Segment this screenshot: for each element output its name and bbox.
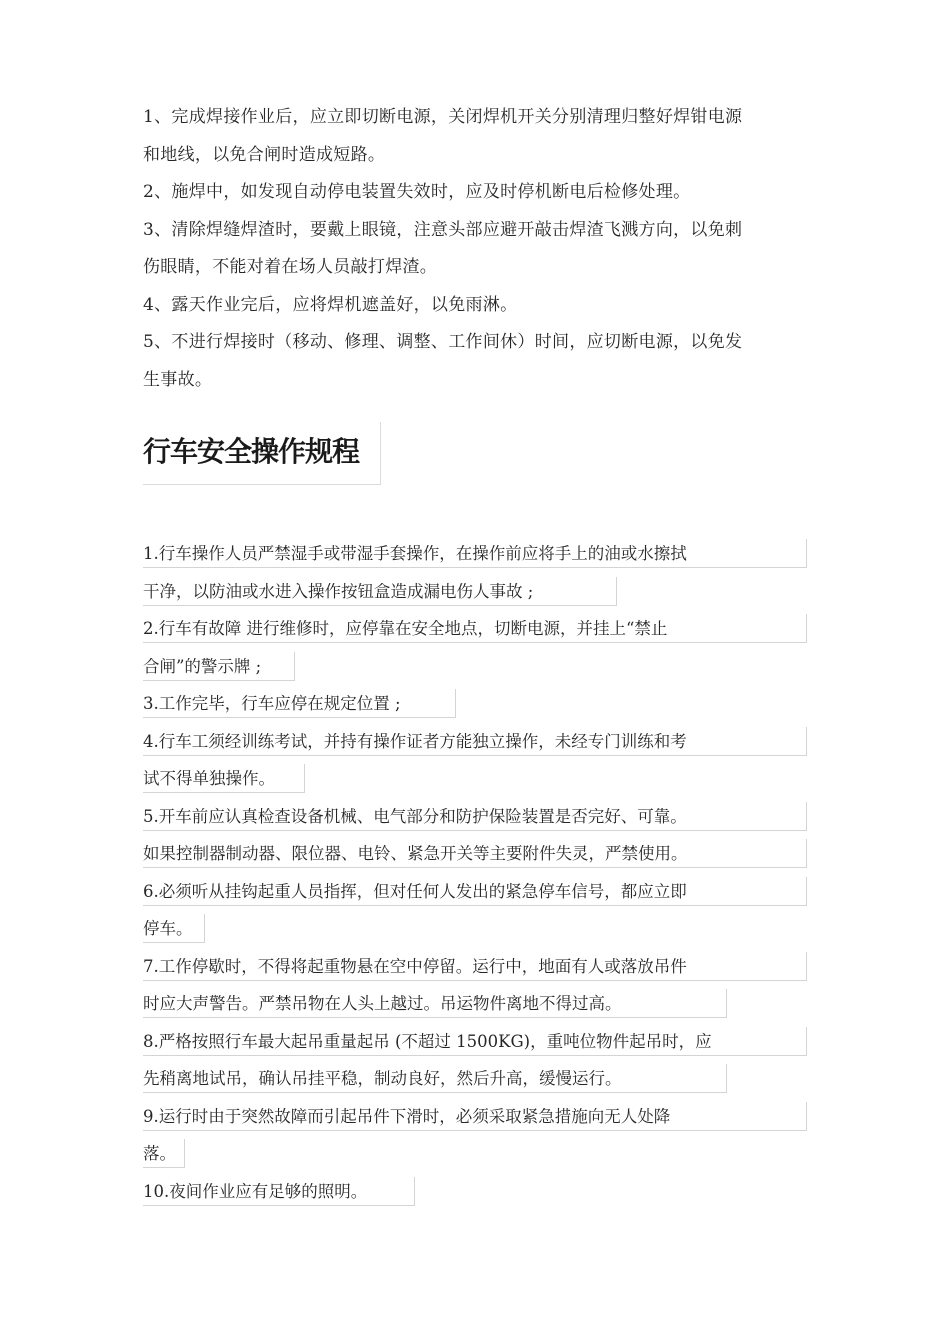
crane-rule-line xyxy=(143,535,813,573)
crane-rule-text: 3.工作完毕，行车应停在规定位置 ; xyxy=(143,689,456,718)
welding-rule-line: 伤眼睛，不能对着在场人员敲打焊渣。 xyxy=(143,257,438,277)
crane-rule-text: 试不得单独操作。 xyxy=(143,764,305,793)
welding-rule-line: 生事故。 xyxy=(143,369,213,390)
crane-rule-text: 如果控制器制动器、限位器、电铃、紧急开关等主要附件失灵，严禁使用。 xyxy=(143,839,807,868)
crane-rule-line xyxy=(143,573,813,611)
crane-rule-line xyxy=(143,1098,813,1136)
welding-rule-line: 2、施焊中，如发现自动停电装置失效时，应及时停机断电后检修处理。 xyxy=(143,182,691,202)
welding-rule-line: 5、不进行焊接时（移动、修理、调整、工作间休）时间，应切断电源，以免发 xyxy=(143,332,743,352)
crane-rule-text: 4.行车工须经训练考试，并持有操作证者方能独立操作，未经专门训练和考 xyxy=(143,727,807,756)
welding-rule-line: 1、完成焊接作业后，应立即切断电源，关闭焊机开关分别清理归整好焊钳电源 xyxy=(143,107,743,127)
crane-rule-line xyxy=(143,910,813,948)
crane-rule-line xyxy=(143,873,813,911)
crane-rules xyxy=(143,535,813,1210)
crane-rule-line xyxy=(143,610,813,648)
crane-rule-text: 9.运行时由于突然故障而引起吊件下滑时，必须采取紧急措施向无人处降 xyxy=(143,1102,807,1131)
crane-rule-line xyxy=(143,1135,813,1173)
crane-rule-text: 先稍离地试吊，确认吊挂平稳，制动良好，然后升高，缓慢运行。 xyxy=(143,1064,727,1093)
crane-rule-line xyxy=(143,1060,813,1098)
crane-rule-line xyxy=(143,985,813,1023)
section-heading-box xyxy=(143,422,381,485)
crane-rule-text: 7.工作停歇时，不得将起重物悬在空中停留。运行中，地面有人或落放吊件 xyxy=(143,952,807,981)
crane-rule-text: 合闸”的警示牌 ; xyxy=(143,652,295,681)
crane-rule-line xyxy=(143,948,813,986)
welding-rule-line: 4、露天作业完后，应将焊机遮盖好，以免雨淋。 xyxy=(143,294,518,315)
crane-rule-line xyxy=(143,648,813,686)
crane-rule-line xyxy=(143,835,813,873)
crane-rule-text: 落。 xyxy=(143,1139,185,1168)
crane-rule-text: 6.必须听从挂钩起重人员指挥，但对任何人发出的紧急停车信号，都应立即 xyxy=(143,877,807,906)
crane-rule-text: 2.行车有故障 进行维修时，应停靠在安全地点，切断电源，并挂上“禁止 xyxy=(143,614,807,643)
crane-rule-line xyxy=(143,723,813,761)
welding-rule-line: 和地线，以免合闸时造成短路。 xyxy=(143,144,386,165)
crane-rule-line xyxy=(143,1173,813,1211)
crane-rule-text: 8.严格按照行车最大起吊重量起吊 (不超过 1500KG)，重吨位物件起吊时，应 xyxy=(143,1027,807,1056)
crane-rule-line xyxy=(143,685,813,723)
welding-rule-line: 3、清除焊缝焊渣时，要戴上眼镜，注意头部应避开敲击焊渣飞溅方向，以免刺 xyxy=(143,219,743,240)
crane-rule-text: 5.开车前应认真检查设备机械、电气部分和防护保险装置是否完好、可靠。 xyxy=(143,802,807,831)
crane-rule-text: 1.行车操作人员严禁湿手或带湿手套操作，在操作前应将手上的油或水擦拭 xyxy=(143,539,807,568)
crane-rule-line xyxy=(143,760,813,798)
crane-rule-line xyxy=(143,1023,813,1061)
welding-rules xyxy=(143,99,813,399)
crane-rule-text: 10.夜间作业应有足够的照明。 xyxy=(143,1177,415,1206)
crane-rule-text: 干净，以防油或水进入操作按钮盒造成漏电伤人事故 ; xyxy=(143,577,617,606)
section-title: 行车安全操作规程 xyxy=(143,435,360,468)
crane-rule-text: 时应大声警告。严禁吊物在人头上越过。吊运物件离地不得过高。 xyxy=(143,989,727,1018)
crane-rule-text: 停车。 xyxy=(143,914,205,943)
crane-rule-line xyxy=(143,798,813,836)
